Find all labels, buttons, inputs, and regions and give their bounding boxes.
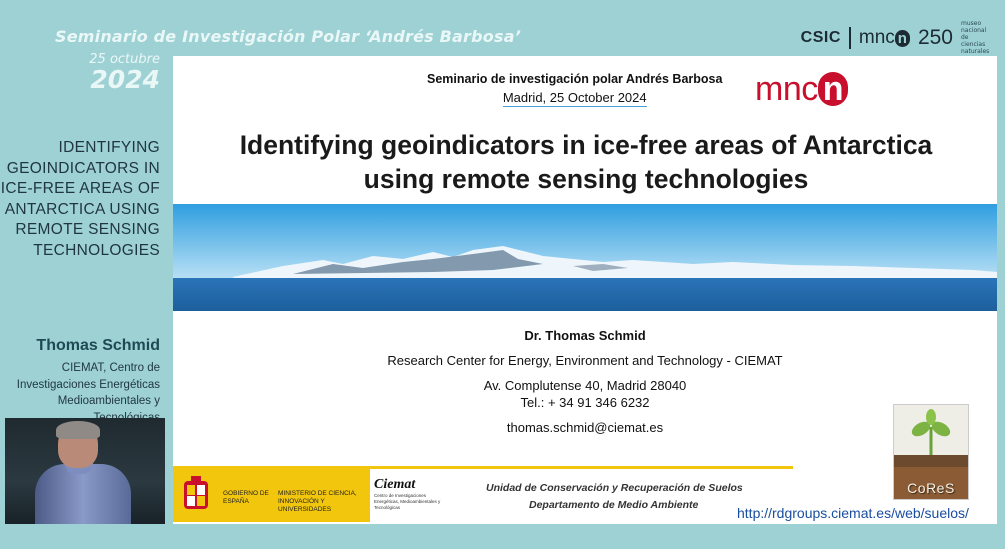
top-banner	[0, 0, 1005, 55]
event-day-month: 25 octubre	[89, 52, 160, 67]
anniversary-caption: museo nacional de ciencias naturales	[961, 20, 990, 55]
slide-title: Identifying geoindicators in ice-free areas of Antarctica using remote sensing technologies	[239, 130, 933, 194]
speaker-hair	[56, 421, 100, 439]
slide-author: Dr. Thomas Schmid	[524, 328, 646, 343]
ciemat-logo: Ciemat	[374, 477, 416, 492]
slide-organization: Research Center for Energy, Environment and Technology - CIEMAT	[387, 353, 783, 368]
anniversary-logo: 250	[917, 25, 953, 49]
presentation-slide	[173, 56, 997, 524]
seminar-series-title: Seminario de Investigación Polar ‘Andrés Barbosa’	[55, 27, 521, 46]
mncn-slide-logo: mnc n	[755, 70, 848, 109]
csic-logo: CSIC	[800, 28, 841, 46]
department: Departamento de Medio Ambiente	[529, 499, 699, 511]
logo-divider	[849, 27, 851, 49]
slide-email: thomas.schmid@ciemat.es	[506, 420, 664, 435]
talk-title: IDENTIFYING GEOINDICATORS IN ICE-FREE AREAS OF ANTARCTICA USING REMOTE SENSING TECHNOLOGIES	[0, 139, 160, 259]
gobierno-espana-text: GOBIERNO DE ESPAÑA	[223, 490, 269, 505]
slide-address: Av. Complutense 40, Madrid 28040	[483, 378, 687, 393]
antarctic-panorama-image	[173, 204, 997, 311]
ministry-text: MINISTERIO DE CIENCIA, INNOVACIÓN Y UNIVERSIDADES	[278, 490, 357, 513]
speaker-video-feed	[5, 418, 165, 524]
speaker-affiliation: CIEMAT, Centro de Investigaciones Energéticas Medioambientales y	[16, 362, 160, 407]
event-year: 2024	[90, 65, 160, 94]
slide-phone: Tel.: + 34 91 346 6232	[520, 395, 650, 410]
ciemat-logo-subtitle: Centro de Investigaciones Energéticas, Medioambientales y Tecnológicas	[374, 493, 441, 510]
research-unit: Unidad de Conservación y Recuperación de Suelos	[486, 482, 743, 494]
cores-label: CoReS	[907, 480, 955, 496]
slide-header	[427, 72, 722, 107]
group-website-link[interactable]: http://rdgroups.ciemat.es/web/suelos/	[737, 505, 969, 521]
slide-seminar-name: Seminario de investigación polar Andrés Barbosa	[427, 72, 723, 86]
institution-logos	[801, 20, 991, 55]
ciemat-logo-block	[372, 469, 445, 522]
event-date	[89, 52, 160, 94]
cores-logo	[893, 404, 969, 500]
slide-date: Madrid, 25 October 2024	[502, 90, 647, 105]
government-logo-block	[173, 469, 370, 522]
speaker-name: Thomas Schmid	[36, 337, 160, 354]
mncn-logo: mnc n	[859, 27, 910, 49]
spain-coat-of-arms-icon	[181, 475, 211, 515]
